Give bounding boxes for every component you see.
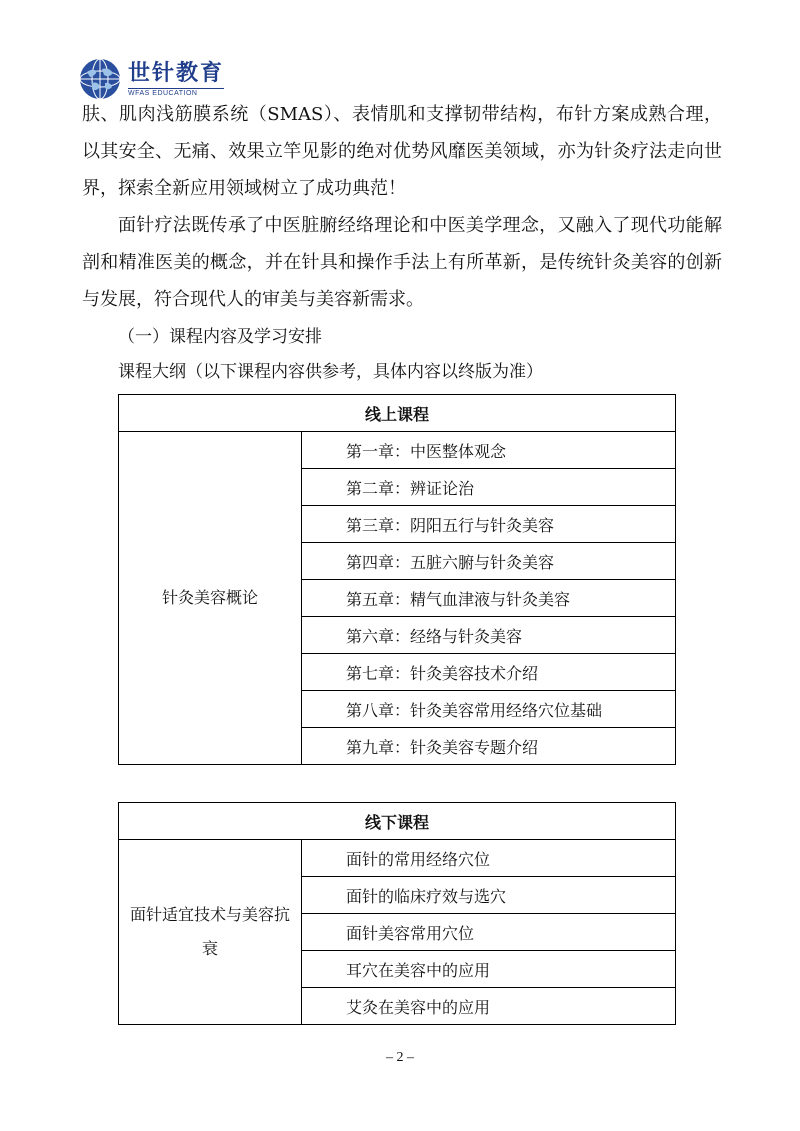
- chapter-cell: 第七章：针灸美容技术介绍: [302, 654, 676, 691]
- topic-cell: 面针的常用经络穴位: [302, 840, 676, 877]
- section-heading: （一）课程内容及学习安排: [118, 327, 322, 347]
- online-course-table: [118, 394, 676, 765]
- topic-cell: 艾灸在美容中的应用: [302, 988, 676, 1025]
- globe-logo-icon: [78, 57, 122, 101]
- chapter-cell: 第六章：经络与针灸美容: [302, 617, 676, 654]
- offline-table-title: 线下课程: [119, 803, 676, 840]
- online-module-cell: 针灸美容概论: [119, 432, 302, 765]
- topic-cell: 面针的临床疗效与选穴: [302, 877, 676, 914]
- offline-module-cell: 面针适宜技术与美容抗衰: [119, 840, 302, 1025]
- chapter-cell: 第四章：五脏六腑与针灸美容: [302, 543, 676, 580]
- logo-subtitle: WFAS EDUCATION: [128, 88, 224, 97]
- online-table-title: 线上课程: [119, 395, 676, 432]
- chapter-cell: 第九章：针灸美容专题介绍: [302, 728, 676, 765]
- offline-course-table: [118, 802, 676, 1025]
- paragraph-1: 肤、肌肉浅筋膜系统（SMAS）、表情肌和支撑韧带结构，布针方案成熟合理，以其安全、无痛、效果立竿见影的绝对优势风靡医美领域，亦为针灸疗法走向世界，探索全新应用领域树立了成功典范！: [82, 104, 722, 199]
- logo-title: 世针教育: [128, 61, 225, 86]
- topic-cell: 耳穴在美容中的应用: [302, 951, 676, 988]
- topic-cell: 面针美容常用穴位: [302, 914, 676, 951]
- chapter-cell: 第五章：精气血津液与针灸美容: [302, 580, 676, 617]
- chapter-cell: 第三章：阴阳五行与针灸美容: [302, 506, 676, 543]
- chapter-cell: 第二章：辨证论治: [302, 469, 676, 506]
- paragraph-2: 面针疗法既传承了中医脏腑经络理论和中医美学理念，又融入了现代功能解剖和精准医美的概念，并在针具和操作手法上有所革新，是传统针灸美容的创新与发展，符合现代人的审美与美容新需求。: [82, 215, 722, 310]
- chapter-cell: 第一章：中医整体观念: [302, 432, 676, 469]
- page-number: – 2 –: [386, 1050, 414, 1065]
- chapter-cell: 第八章：针灸美容常用经络穴位基础: [302, 691, 676, 728]
- outline-note: 课程大纲（以下课程内容供参考，具体内容以终版为准）: [118, 362, 543, 382]
